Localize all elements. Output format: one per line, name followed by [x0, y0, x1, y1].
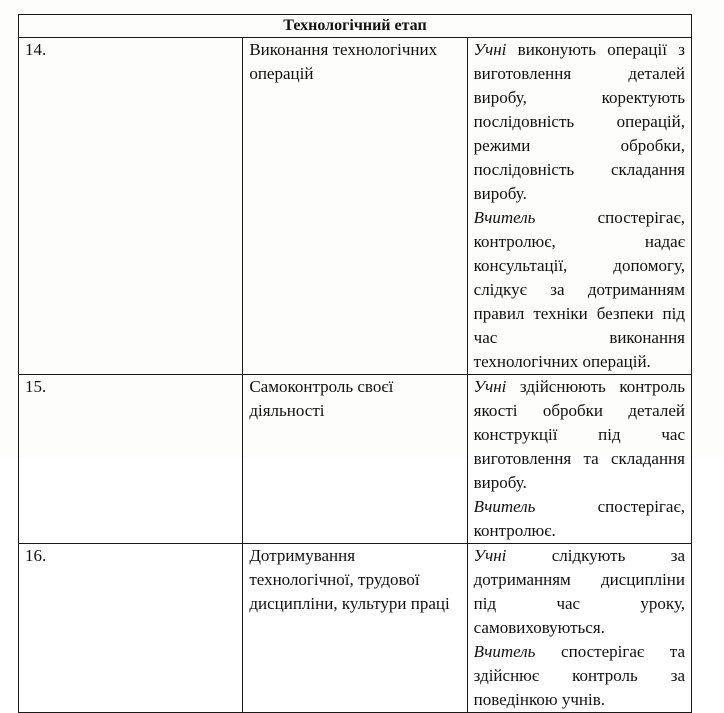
teacher-activity-text: спостерігає, контролює. [473, 497, 685, 540]
stage-step-name: Самоконтроль своєї діяльності [243, 375, 467, 544]
teacher-activity-text: спостерігає та здійснює контроль за поведінкою учнів. [473, 642, 685, 709]
teacher-role-label: Вчитель [473, 642, 536, 661]
stage-header-row [19, 15, 692, 38]
student-activity [474, 375, 685, 495]
student-role-label: Учні [473, 377, 507, 396]
teacher-activity [474, 640, 685, 712]
table-row [19, 38, 692, 375]
student-activity [474, 544, 685, 640]
step-description [467, 544, 691, 713]
student-activity-text: слідкують за дотриманням дисципліни під час уроку, самовиховуються. [473, 546, 685, 637]
student-role-label: Учні [473, 40, 507, 59]
student-activity-text: здійснюють контроль якості обробки деталей конструкції під час виготовлення та складання виробу. [473, 377, 685, 492]
student-activity [474, 38, 685, 206]
teacher-activity [474, 206, 685, 374]
student-role-label: Учні [473, 546, 507, 565]
teacher-activity [474, 495, 685, 543]
table-row [19, 375, 692, 544]
row-number: 14. [19, 38, 243, 375]
teacher-role-label: Вчитель [473, 208, 536, 227]
lesson-plan-table [18, 14, 692, 713]
stage-header: Технологічний етап [19, 15, 692, 38]
step-description [467, 38, 691, 375]
teacher-role-label: Вчитель [473, 497, 536, 516]
teacher-activity-text: спостерігає, контролює, надає консультації, допомогу, слідкує за дотриманням правил техніки безпеки під час виконання технологічних операцій. [473, 208, 685, 371]
stage-step-name: Виконання технологічних операцій [243, 38, 467, 375]
step-description [467, 375, 691, 544]
row-number: 16. [19, 544, 243, 713]
table-row [19, 544, 692, 713]
stage-step-name: Дотримування технологічної, трудової дисципліни, культури праці [243, 544, 467, 713]
row-number: 15. [19, 375, 243, 544]
student-activity-text: виконують операції з виготовлення деталей виробу, коректують послідовність операцій, режими обробки, послідовність складання виробу. [473, 40, 685, 203]
